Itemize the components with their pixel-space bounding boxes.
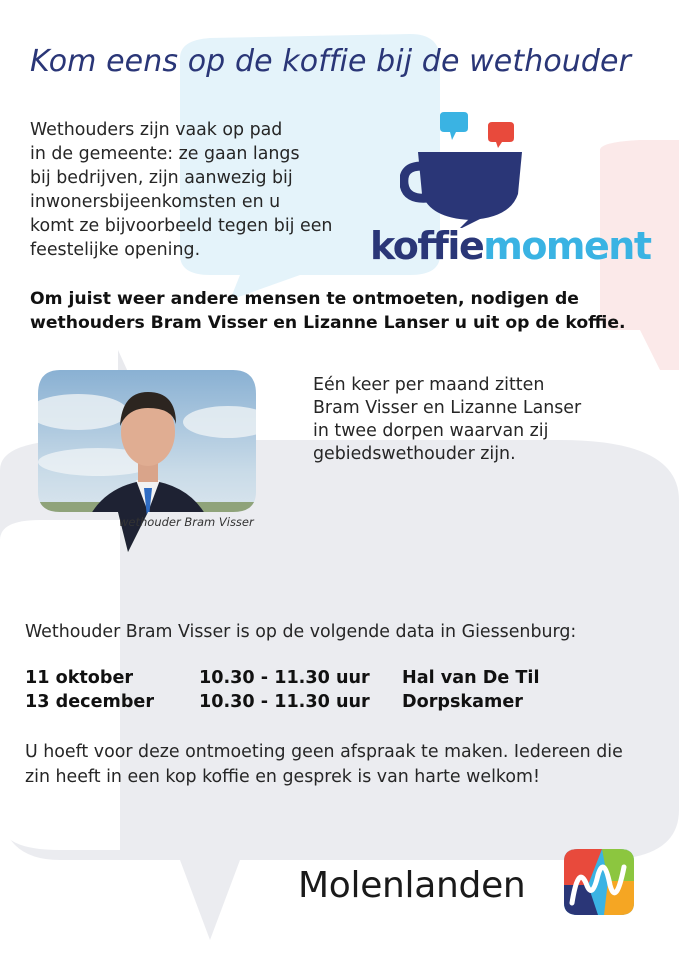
page-title: Kom eens op de koffie bij de wethouder [30, 44, 632, 79]
wordmark-koffie: koffie [370, 224, 484, 268]
side-line: gebiedswethouder zijn. [313, 444, 516, 464]
schedule-intro: Wethouder Bram Visser is op de volgende data in Giessenburg: [25, 622, 577, 642]
intro-line: inwonersbijeenkomsten en u [30, 192, 281, 212]
intro-line: feestelijke opening. [30, 240, 201, 260]
schedule-time: 10.30 - 11.30 uur [199, 668, 370, 688]
coffee-cup-icon [400, 108, 570, 228]
schedule-time: 10.30 - 11.30 uur [199, 692, 370, 712]
lead-paragraph [30, 287, 670, 335]
side-line: Eén keer per maand zitten [313, 375, 545, 395]
closing-note [25, 740, 665, 790]
photo-caption: wethouder Bram Visser [119, 515, 254, 529]
brand-name: Molenlanden [298, 865, 526, 906]
side-line: Bram Visser en Lizanne Lanser [313, 398, 582, 418]
schedule-place: Hal van De Til [402, 668, 540, 688]
molenlanden-logo-icon [558, 845, 640, 921]
intro-line: Wethouders zijn vaak op pad [30, 120, 283, 140]
koffiemoment-wordmark [370, 224, 651, 268]
schedule-date: 11 oktober [25, 668, 134, 688]
intro-line: bij bedrijven, zijn aanwezig bij [30, 168, 293, 188]
schedule-date: 13 december [25, 692, 155, 712]
note-line: zin heeft in een kop koffie en gesprek is van harte welkom! [25, 767, 540, 787]
schedule-place: Dorpskamer [402, 692, 523, 712]
lead-line: wethouders Bram Visser en Lizanne Lanser u uit op de koffie. [30, 313, 626, 333]
intro-line: in de gemeente: ze gaan langs [30, 144, 300, 164]
intro-paragraph [30, 118, 360, 262]
intro-line: komt ze bijvoorbeeld tegen bij een [30, 216, 333, 236]
wordmark-moment: moment [483, 224, 651, 268]
note-line: U hoeft voor deze ontmoeting geen afspraak te maken. Iedereen die [25, 742, 623, 762]
side-paragraph [313, 374, 633, 466]
lead-line: Om juist weer andere mensen te ontmoeten, nodigen de [30, 289, 579, 309]
schedule-table [25, 668, 645, 716]
koffiemoment-logo [370, 108, 650, 268]
schedule-row [25, 668, 645, 692]
schedule-row [25, 692, 645, 716]
side-line: in twee dorpen waarvan zij [313, 421, 549, 441]
